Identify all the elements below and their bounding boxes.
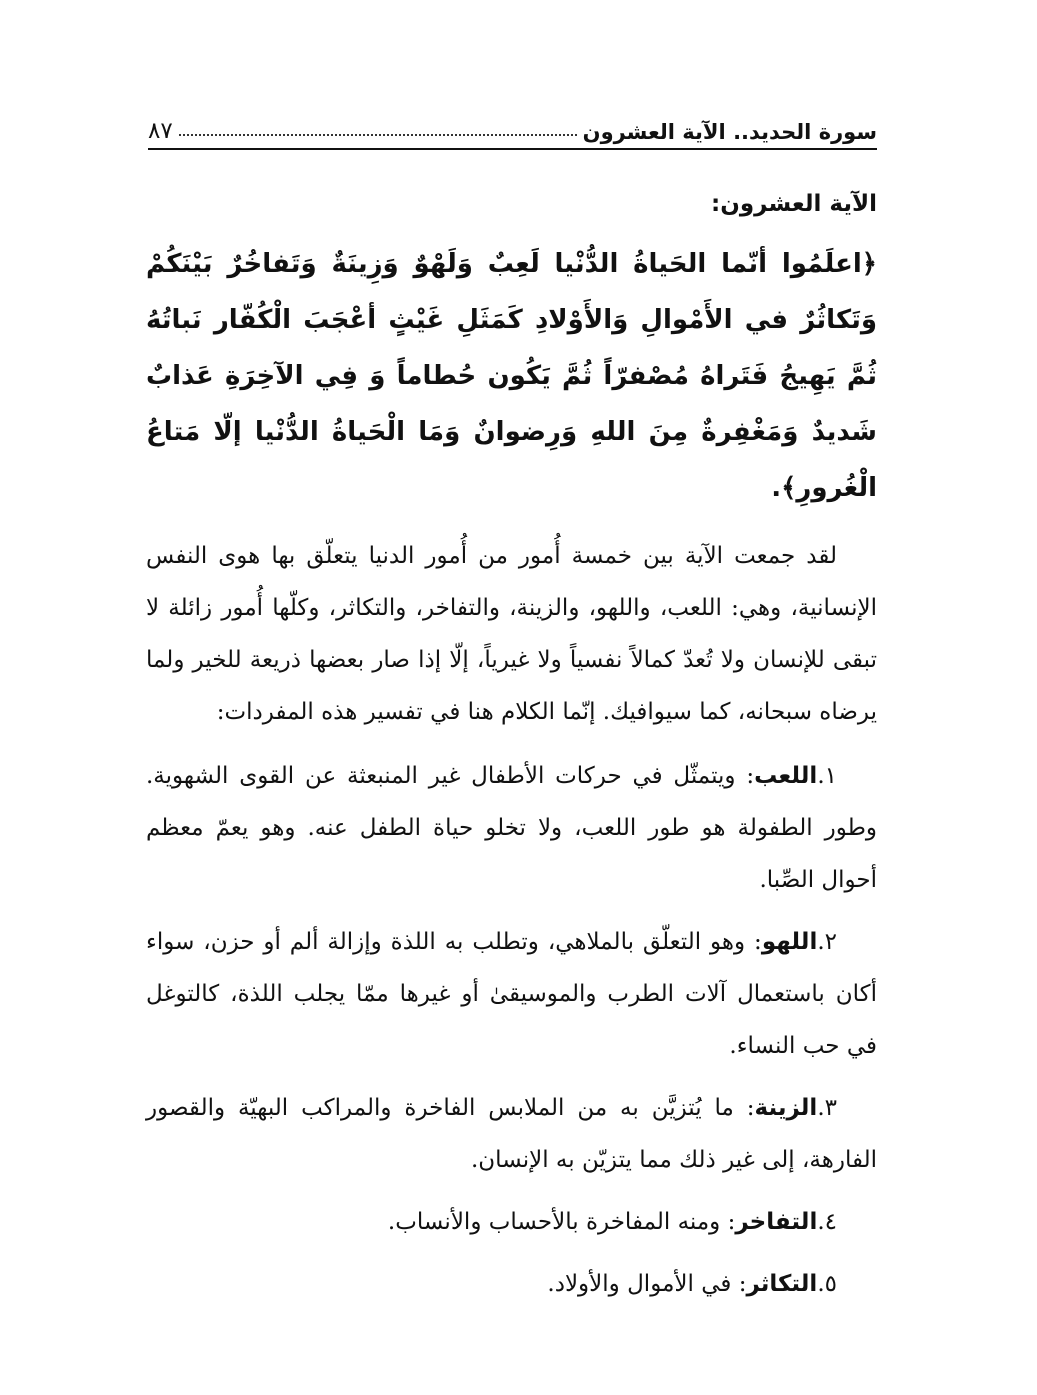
item-term: التكاثر	[746, 1271, 818, 1297]
header-title: سورة الحديد.. الآية العشرون	[582, 120, 877, 144]
header-dot-leader	[179, 133, 577, 136]
list-item-4	[146, 1196, 877, 1248]
item-term: اللعب	[754, 763, 818, 789]
item-number: ٥.	[817, 1271, 837, 1297]
item-term: التفاخر	[735, 1209, 818, 1235]
quran-verse: ﴿اعلَمُوا أنّما الحَياةُ الدُّنْيا لَعِبٌ وَلَهْوٌ وَزِينَةٌ وَتَفاخُرٌ بَيْنَكُمْ وَتَكاثُرٌ في الأَمْوالِ وَالأَوْلادِ كَمَثَلِ غَيْثٍ أعْجَبَ الْكُفّار نَباتُهُ ثُمَّ يَهِيجُ فَتَراهُ مُصْفرّاً ثُمَّ يَكُون حُطاماً وَ فِي الآخِرَةِ عَذابٌ شَديدٌ وَمَغْفِرةٌ مِنَ اللهِ وَرِضوانٌ وَمَا الْحَياةُ الدُّنْيا إلّا مَتاعُ الْغُرورِ﴾.	[146, 249, 877, 503]
list-item-5	[146, 1258, 877, 1310]
item-text: : وهو التعلّق بالملاهي، وتطلب به اللذة وإزالة ألم أو حزن، سواء أكان باستعمال آلات الطرب والموسيقىٰ أو غيرها ممّا يجلب اللذة، كالتوغل في حب النساء.	[146, 929, 877, 1059]
item-text: : ويتمثّل في حركات الأطفال غير المنبعثة عن القوى الشهوية. وطور الطفولة هو طور اللعب، ولا تخلو حياة الطفل عنه. وهو يعمّ معظم أحوال الصِّبا.	[146, 763, 877, 893]
item-number: ١.	[817, 763, 837, 789]
item-term: الزينة	[754, 1095, 818, 1121]
intro-paragraph: لقد جمعت الآية بين خمسة أُمور من أُمور الدنيا يتعلّق بها هوى النفس الإنسانية، وهي: اللعب، واللهو، والزينة، والتفاخر، والتكاثر، وكلّها أُمور زائلة لا تبقى للإنسان ولا تُعدّ كمالاً نفسياً ولا غيرياً، إلّا إذا صار بعضها ذريعة للخير ولما يرضاه سبحانه، كما سيوافيك. إنّما الكلام هنا في تفسير هذه المفردات:	[146, 543, 877, 725]
list-item-2	[146, 916, 877, 1072]
page-content	[146, 182, 877, 1320]
item-number: ٤.	[817, 1209, 837, 1235]
running-header	[148, 104, 877, 150]
item-text: : ومنه المفاخرة بالأحساب والأنساب.	[387, 1209, 736, 1235]
item-text: : في الأموال والأولاد.	[547, 1271, 747, 1297]
list-item-3	[146, 1082, 877, 1186]
item-text: : ما يُتزيَّن به من الملابس الفاخرة والمراكب البهيّة والقصور الفارهة، إلى غير ذلك مما يتزيّن به الإنسان.	[146, 1095, 877, 1173]
item-number: ٣.	[817, 1095, 837, 1121]
page-number: ٨٧	[148, 118, 173, 144]
section-title: الآية العشرون:	[711, 191, 877, 217]
item-term: اللهو	[761, 929, 818, 955]
list-item-1	[146, 750, 877, 906]
item-number: ٢.	[817, 929, 837, 955]
